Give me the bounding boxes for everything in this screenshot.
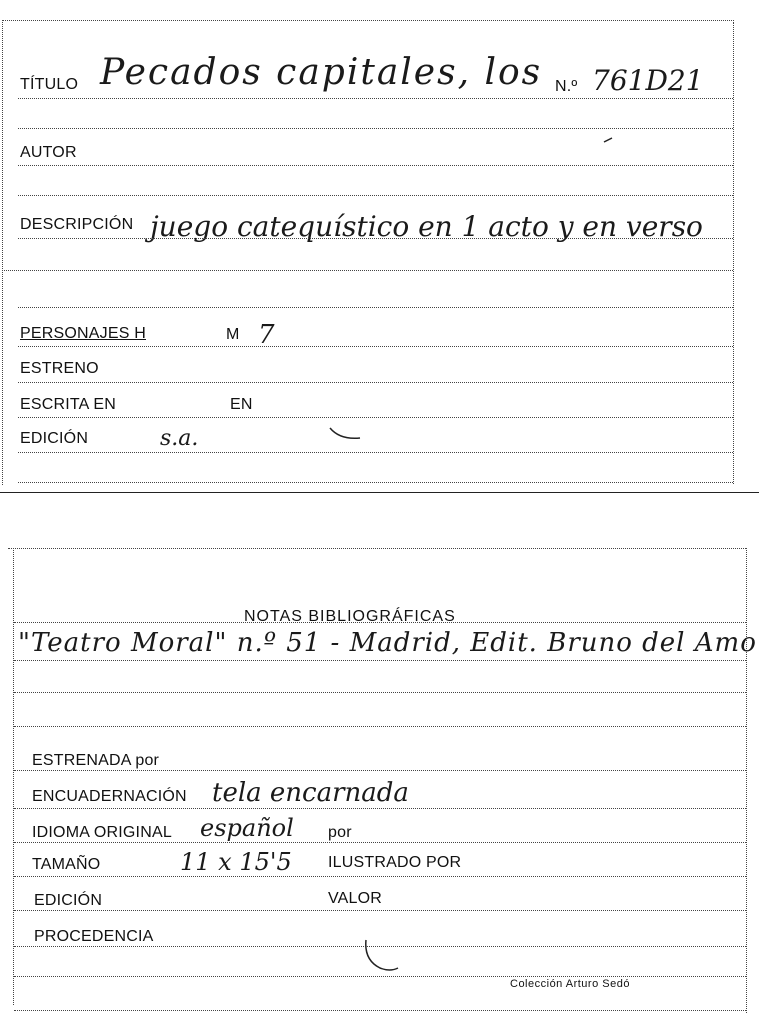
catalog-card-top <box>0 0 759 500</box>
descripcion-label: DESCRIPCIÓN <box>20 216 134 233</box>
card-bottom-edge <box>14 1010 746 1011</box>
idioma-original-value: español <box>200 814 294 842</box>
valor-label: VALOR <box>328 890 383 907</box>
idioma-original-label: IDIOMA ORIGINAL <box>32 824 172 841</box>
coleccion-label: Colección Arturo Sedó <box>510 978 630 990</box>
card-separator <box>0 492 759 493</box>
pencil-marks <box>0 540 759 1028</box>
pencil-mark <box>604 138 612 142</box>
titulo-value: Pecados capitales, los <box>100 52 543 93</box>
personajes-m-value: 7 <box>258 320 275 350</box>
pencil-marks <box>0 0 759 500</box>
encuadernacion-value: tela encarnada <box>212 778 409 808</box>
edicion-label: EDICIÓN <box>34 892 103 909</box>
edicion-value: s.a. <box>160 426 199 451</box>
pencil-mark <box>330 428 360 438</box>
pencil-mark <box>366 940 398 970</box>
tamano-value: 11 x 15'5 <box>180 848 292 876</box>
traductor-por-label: por <box>328 824 352 841</box>
notas-value: "Teatro Moral" n.º 51 - Madrid, Edit. Bruno del Amo <box>18 628 757 658</box>
en-label: EN <box>230 396 253 413</box>
encuadernacion-label: ENCUADERNACIÓN <box>32 788 187 805</box>
personajes-h-label: PERSONAJES H <box>20 325 146 342</box>
procedencia-label: PROCEDENCIA <box>34 928 154 945</box>
ilustrado-por-label: ILUSTRADO POR <box>328 854 462 871</box>
numero-label: N.º <box>555 78 578 95</box>
estrenada-por-label: ESTRENADA por <box>32 752 160 769</box>
descripcion-value: juego catequístico en 1 acto y en verso <box>150 210 703 243</box>
escrita-en-label: ESCRITA EN <box>20 396 116 413</box>
notas-label: NOTAS BIBLIOGRÁFICAS <box>244 608 456 625</box>
estreno-label: ESTRENO <box>20 360 99 377</box>
procedencia-line-2 <box>14 976 746 977</box>
autor-label: AUTOR <box>20 144 77 161</box>
edicion-label: EDICIÓN <box>20 430 89 447</box>
numero-value: 761D21 <box>592 64 704 97</box>
titulo-label: TÍTULO <box>20 76 79 93</box>
catalog-card-bottom <box>0 540 759 1028</box>
tamano-label: TAMAÑO <box>32 856 101 873</box>
personajes-m-label: M <box>226 326 240 343</box>
